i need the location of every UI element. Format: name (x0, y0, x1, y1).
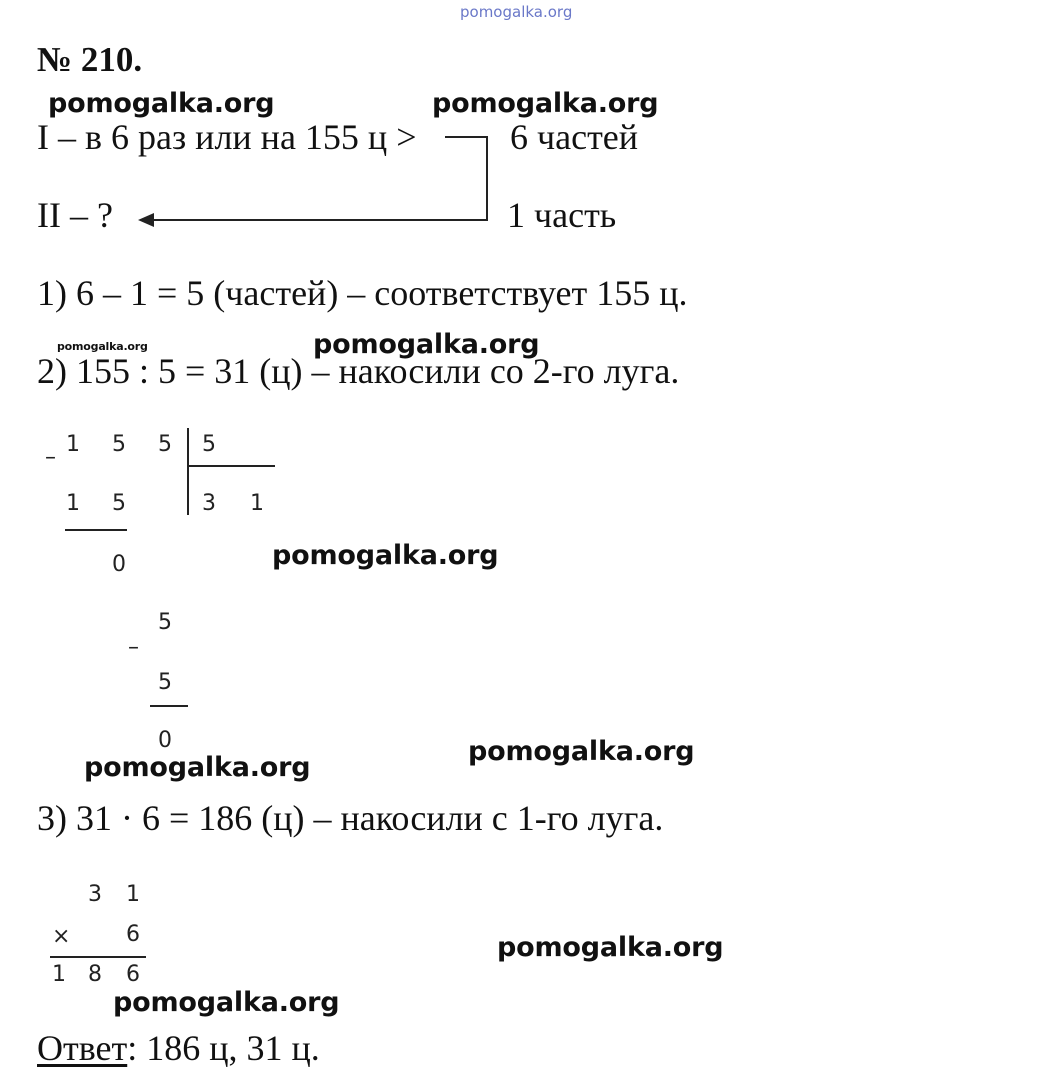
watermark-top[interactable]: pomogalka.org (460, 3, 573, 21)
product-digit: 8 (88, 962, 102, 987)
watermark[interactable]: pomogalka.org (48, 88, 275, 119)
result-line (65, 529, 127, 531)
product-digit: 6 (126, 962, 140, 987)
quotient-line (187, 465, 275, 467)
dividend-digit: 5 (158, 432, 172, 457)
answer (37, 1030, 320, 1066)
watermark[interactable]: pomogalka.org (272, 540, 499, 571)
minus-sign: – (128, 635, 139, 660)
scheme-arrow (0, 0, 1037, 260)
multiplier-digit: 6 (126, 922, 140, 947)
scheme-row-1-parts: 6 частей (510, 117, 639, 157)
minus-sign: – (45, 445, 56, 470)
solution-step-3: 3) 31 · 6 = 186 (ц) – накосили с 1-го луга. (37, 798, 664, 838)
multiply-sign: × (52, 924, 71, 949)
watermark[interactable]: pomogalka.org (57, 340, 148, 353)
problem-number: № 210. (37, 40, 143, 79)
subtrahend-digit: 5 (158, 670, 172, 695)
watermark[interactable]: pomogalka.org (497, 932, 724, 963)
result-line (50, 956, 146, 958)
quotient-digit: 3 (202, 491, 216, 516)
brought-down-digit: 5 (158, 610, 172, 635)
scheme-row-2-parts: 1 часть (507, 195, 617, 235)
solution-step-2: 2) 155 : 5 = 31 (ц) – накосили со 2-го луга. (37, 351, 680, 391)
answer-label: Ответ (37, 1028, 128, 1068)
result-line (150, 705, 188, 707)
dividend-digit: 5 (112, 432, 126, 457)
answer-text: : 186 ц, 31 ц. (127, 1028, 320, 1068)
product-digit: 1 (52, 962, 66, 987)
subtrahend-digit: 1 (66, 491, 80, 516)
watermark[interactable]: pomogalka.org (432, 88, 659, 119)
watermark[interactable]: pomogalka.org (113, 987, 340, 1018)
remainder-digit: 0 (112, 552, 126, 577)
quotient-digit: 1 (250, 491, 264, 516)
divisor: 5 (202, 432, 216, 457)
dividend-digit: 1 (66, 432, 80, 457)
remainder-digit: 0 (158, 728, 172, 753)
division-bar (187, 428, 189, 515)
watermark[interactable]: pomogalka.org (313, 329, 540, 360)
solution-step-1: 1) 6 – 1 = 5 (частей) – соответствует 155 ц. (37, 273, 688, 313)
scheme-row-2-label: II – ? (37, 195, 113, 235)
multiplicand-digit: 1 (126, 882, 140, 907)
multiplicand-digit: 3 (88, 882, 102, 907)
watermark[interactable]: pomogalka.org (84, 752, 311, 783)
subtrahend-digit: 5 (112, 491, 126, 516)
scheme-row-1-label: I – в 6 раз или на 155 ц > (37, 117, 417, 157)
watermark[interactable]: pomogalka.org (468, 736, 695, 767)
